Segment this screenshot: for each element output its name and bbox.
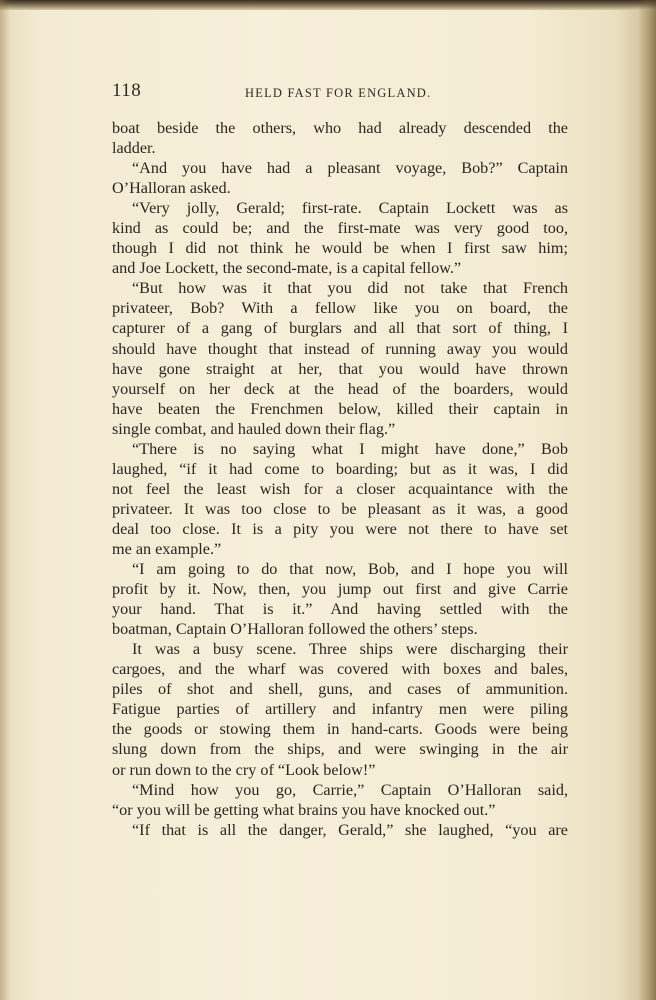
running-title: HELD FAST FOR ENGLAND.: [245, 86, 432, 100]
paragraph-7: [112, 639, 568, 779]
text-line: “Mind how you go, Carrie,” Captain O’Halloran said,: [132, 780, 568, 799]
text-line: not feel the least wish for a closer acquaintance with the: [112, 479, 568, 498]
text-line: though I did not think he would be when I first saw him;: [112, 239, 568, 258]
text-line: “or you will be getting what brains you have knocked out.”: [112, 800, 496, 819]
text-line: should have thought that instead of running away you would: [112, 339, 568, 358]
text-line: cargoes, and the wharf was covered with boxes and bales,: [112, 660, 568, 679]
text-line: “If that is all the danger, Gerald,” she laughed, “you are: [132, 820, 568, 839]
paragraph-4: [112, 278, 568, 438]
text-line: your hand. That is it.” And having settled with the: [112, 600, 568, 619]
text-line: single combat, and hauled down their flag.”: [112, 419, 396, 438]
page-number: 118: [112, 80, 142, 101]
paragraph-6: [112, 559, 568, 639]
text-line: piles of shot and shell, guns, and cases of ammunition.: [112, 680, 568, 699]
text-line: ladder.: [112, 139, 156, 158]
paragraph-5: [112, 439, 568, 559]
text-line: or run down to the cry of “Look below!”: [112, 760, 376, 779]
text-line: Fatigue parties of artillery and infantry men were piling: [112, 700, 568, 719]
page-header: [112, 80, 567, 106]
text-line: privateer. It was too close to be pleasant as it was, a good: [112, 499, 568, 518]
text-line: slung down from the ships, and were swinging in the air: [112, 740, 568, 759]
text-line: “And you have had a pleasant voyage, Bob?” Captain: [132, 159, 568, 178]
text-line: yourself on her deck at the head of the boarders, would: [112, 379, 568, 398]
text-line: “I am going to do that now, Bob, and I hope you will: [132, 560, 568, 579]
text-line: boatman, Captain O’Halloran followed the others’ steps.: [112, 620, 478, 639]
paragraph-9: [112, 820, 568, 840]
text-line: and Joe Lockett, the second-mate, is a capital fellow.”: [112, 259, 462, 278]
text-line: kind as could be; and the first-mate was very good too,: [112, 219, 568, 238]
text-line: deal too close. It is a pity you were not there to have set: [112, 519, 568, 538]
text-line: “Very jolly, Gerald; first-rate. Captain Lockett was as: [132, 199, 568, 218]
paragraph-1: [112, 118, 568, 158]
page-right-shadow: [638, 0, 656, 1000]
text-line: “But how was it that you did not take that French: [132, 279, 568, 298]
text-line: “There is no saying what I might have done,” Bob: [132, 439, 568, 458]
text-line: the goods or stowing them in hand-carts. Goods were being: [112, 720, 568, 739]
text-line: profit by it. Now, then, you jump out first and give Carrie: [112, 580, 568, 599]
paragraph-8: [112, 780, 568, 820]
text-line: O’Halloran asked.: [112, 179, 231, 198]
body-text: [112, 118, 568, 840]
paragraph-3: [112, 198, 568, 278]
text-line: privateer, Bob? With a fellow like you on board, the: [112, 299, 568, 318]
page-left-shadow: [0, 0, 10, 1000]
paragraph-2: [112, 158, 568, 198]
text-line: capturer of a gang of burglars and all that sort of thing, I: [112, 319, 568, 338]
text-line: me an example.”: [112, 539, 222, 558]
text-line: have beaten the Frenchmen below, killed their captain in: [112, 399, 568, 418]
page-top-shadow: [0, 0, 656, 10]
text-line: laughed, “if it had come to boarding; but as it was, I did: [112, 459, 568, 478]
text-line: It was a busy scene. Three ships were discharging their: [132, 640, 568, 659]
text-line: boat beside the others, who had already descended the: [112, 119, 568, 137]
text-line: have gone straight at her, that you would have thrown: [112, 359, 568, 378]
